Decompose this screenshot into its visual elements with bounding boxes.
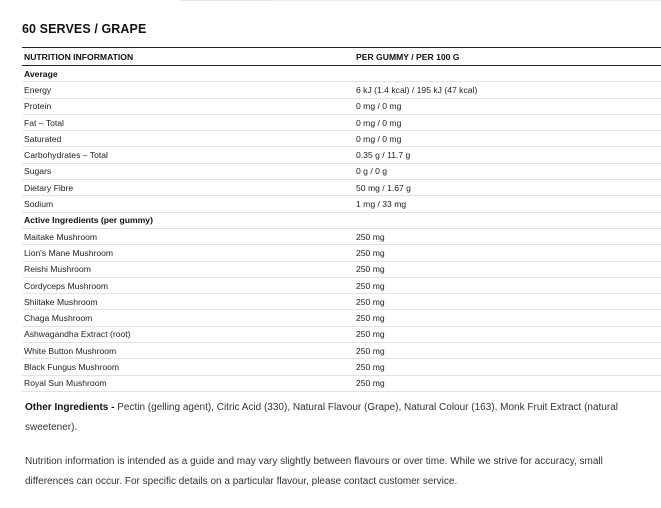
- nutrient-name: Saturated: [22, 131, 354, 147]
- top-divider-light: [270, 0, 661, 1]
- nutrient-name: Carbohydrates – Total: [22, 147, 354, 163]
- nutrient-name: Maitake Mushroom: [22, 228, 354, 244]
- nutrient-value: 250 mg: [354, 375, 661, 391]
- nutrient-name: Black Fungus Mushroom: [22, 359, 354, 375]
- nutrient-value: 0 mg / 0 mg: [354, 114, 661, 130]
- nutrient-value: [354, 66, 661, 82]
- nutrient-name: White Button Mushroom: [22, 343, 354, 359]
- nutrient-name: Sugars: [22, 163, 354, 179]
- nutrient-value: 250 mg: [354, 261, 661, 277]
- nutrient-value: 250 mg: [354, 343, 661, 359]
- table-row: [22, 245, 661, 261]
- nutrient-value: 0.35 g / 11.7 g: [354, 147, 661, 163]
- column-header-nutrition: NUTRITION INFORMATION: [22, 48, 354, 66]
- table-row: [22, 343, 661, 359]
- nutrient-value: 250 mg: [354, 310, 661, 326]
- table-row: [22, 228, 661, 244]
- nutrient-name: Protein: [22, 98, 354, 114]
- table-section-row: [22, 212, 661, 228]
- nutrient-value: 1 mg / 33 mg: [354, 196, 661, 212]
- table-row: [22, 294, 661, 310]
- nutrient-name: Sodium: [22, 196, 354, 212]
- table-row: [22, 114, 661, 130]
- nutrient-value: 0 mg / 0 mg: [354, 98, 661, 114]
- table-row: [22, 359, 661, 375]
- nutrient-name: Energy: [22, 82, 354, 98]
- nutrient-value: 0 mg / 0 mg: [354, 131, 661, 147]
- nutrition-table-body: [22, 66, 661, 392]
- top-divider: [180, 0, 270, 1]
- table-row: [22, 131, 661, 147]
- nutrient-value: 50 mg / 1.67 g: [354, 180, 661, 196]
- table-row: [22, 261, 661, 277]
- table-row: [22, 98, 661, 114]
- other-ingredients-label: Other Ingredients -: [25, 402, 118, 413]
- nutrient-name: Shiitake Mushroom: [22, 294, 354, 310]
- table-header-row: [22, 48, 661, 66]
- disclaimer-text: Nutrition information is intended as a guide and may vary slightly between flavours or over time. While we strive for accuracy, small differences can occur. For specific details on a particular flavour, please contact customer service.: [25, 456, 603, 487]
- nutrient-value: 6 kJ (1.4 kcal) / 195 kJ (47 kcal): [354, 82, 661, 98]
- product-title: 60 SERVES / GRAPE: [22, 22, 147, 36]
- other-ingredients: [25, 398, 650, 438]
- column-header-per-gummy: PER GUMMY / PER 100 G: [354, 48, 661, 66]
- table-row: [22, 180, 661, 196]
- table-row: [22, 196, 661, 212]
- nutrient-name: Active Ingredients (per gummy): [22, 212, 354, 228]
- nutrient-name: Reishi Mushroom: [22, 261, 354, 277]
- nutrient-value: [354, 212, 661, 228]
- nutrient-value: 250 mg: [354, 245, 661, 261]
- nutrient-value: 0 g / 0 g: [354, 163, 661, 179]
- nutrient-value: 250 mg: [354, 228, 661, 244]
- nutrient-name: Dietary Fibre: [22, 180, 354, 196]
- table-row: [22, 310, 661, 326]
- nutrient-name: Royal Sun Mushroom: [22, 375, 354, 391]
- table-row: [22, 163, 661, 179]
- table-row: [22, 326, 661, 342]
- nutrient-value: 250 mg: [354, 326, 661, 342]
- other-ingredients-text: Pectin (gelling agent), Citric Acid (330), Natural Flavour (Grape), Natural Colour (163), Monk Fruit Extract (natural sweetener).: [25, 402, 618, 433]
- nutrient-name: Cordyceps Mushroom: [22, 277, 354, 293]
- nutrient-value: 250 mg: [354, 277, 661, 293]
- nutrient-name: Lion's Mane Mushroom: [22, 245, 354, 261]
- nutrition-table: [22, 47, 661, 392]
- nutrient-name: Fat – Total: [22, 114, 354, 130]
- table-row: [22, 147, 661, 163]
- nutrient-name: Chaga Mushroom: [22, 310, 354, 326]
- nutrient-name: Average: [22, 66, 354, 82]
- nutrient-value: 250 mg: [354, 359, 661, 375]
- table-row: [22, 277, 661, 293]
- nutrient-name: Ashwagandha Extract (root): [22, 326, 354, 342]
- table-row: [22, 82, 661, 98]
- nutrient-value: 250 mg: [354, 294, 661, 310]
- table-section-row: [22, 66, 661, 82]
- table-row: [22, 375, 661, 391]
